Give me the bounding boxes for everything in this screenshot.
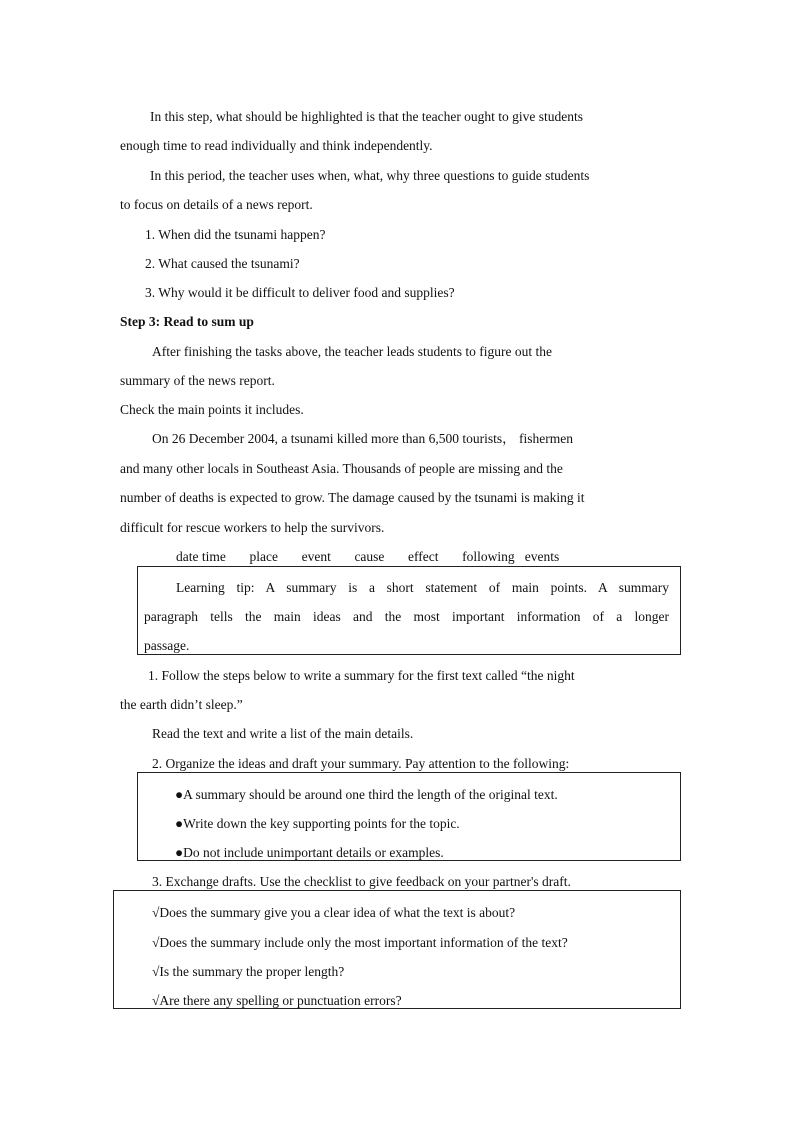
step-2: 2. Organize the ideas and draft your summary. Pay attention to the following: <box>152 756 570 771</box>
rule-2: ●Write down the key supporting points for the topic. <box>175 816 460 831</box>
tip-line-3: passage. <box>144 638 190 653</box>
step3-para-line-2: summary of the news report. <box>120 373 275 388</box>
step3-para-line-1: After finishing the tasks above, the teacher leads students to figure out the <box>152 344 553 359</box>
learning-tip-box <box>137 566 681 655</box>
paragraph-2-line-2: to focus on details of a news report. <box>120 197 313 212</box>
rule-1: ●A summary should be around one third the length of the original text. <box>175 787 558 802</box>
checklist-item-2: √Does the summary include only the most important information of the text? <box>152 935 568 950</box>
step-1-read: Read the text and write a list of the main details. <box>152 726 414 741</box>
news-line-1: On 26 December 2004, a tsunami killed more than 6,500 tourists， fishermen <box>152 431 574 446</box>
tip-line-1: Learning tip: A summary is a short statement of main points. A summary <box>176 580 669 595</box>
summary-rules-box <box>137 772 681 861</box>
news-line-3: number of deaths is expected to grow. The damage caused by the tsunami is making it <box>120 490 585 505</box>
paragraph-2-line-1: In this period, the teacher uses when, what, why three questions to guide students <box>150 168 590 183</box>
checklist-item-4: √Are there any spelling or punctuation errors? <box>152 993 402 1008</box>
checklist-box <box>113 890 681 1009</box>
paragraph-1-line-1: In this step, what should be highlighted is that the teacher ought to give students <box>150 109 584 124</box>
step3-heading: Step 3: Read to sum up <box>120 314 254 329</box>
question-2: 2. What caused the tsunami? <box>145 256 300 271</box>
step-1-line-1: 1. Follow the steps below to write a summary for the first text called “the night <box>148 668 575 683</box>
question-3: 3. Why would it be difficult to deliver food and supplies? <box>145 285 455 300</box>
paragraph-1-line-2: enough time to read individually and think independently. <box>120 138 433 153</box>
news-line-4: difficult for rescue workers to help the survivors. <box>120 520 385 535</box>
question-1: 1. When did the tsunami happen? <box>145 227 326 242</box>
check-main-points: Check the main points it includes. <box>120 402 304 417</box>
step-3: 3. Exchange drafts. Use the checklist to give feedback on your partner's draft. <box>152 874 571 889</box>
rule-3: ●Do not include unimportant details or examples. <box>175 845 444 860</box>
step-1-line-2: the earth didn’t sleep.” <box>120 697 243 712</box>
news-line-2: and many other locals in Southeast Asia. Thousands of people are missing and the <box>120 461 563 476</box>
summary-elements: date time place event cause effect following events <box>176 549 560 564</box>
checklist-item-3: √Is the summary the proper length? <box>152 964 345 979</box>
tip-line-2: paragraph tells the main ideas and the most important information of a longer <box>144 609 669 624</box>
checklist-item-1: √Does the summary give you a clear idea of what the text is about? <box>152 905 516 920</box>
